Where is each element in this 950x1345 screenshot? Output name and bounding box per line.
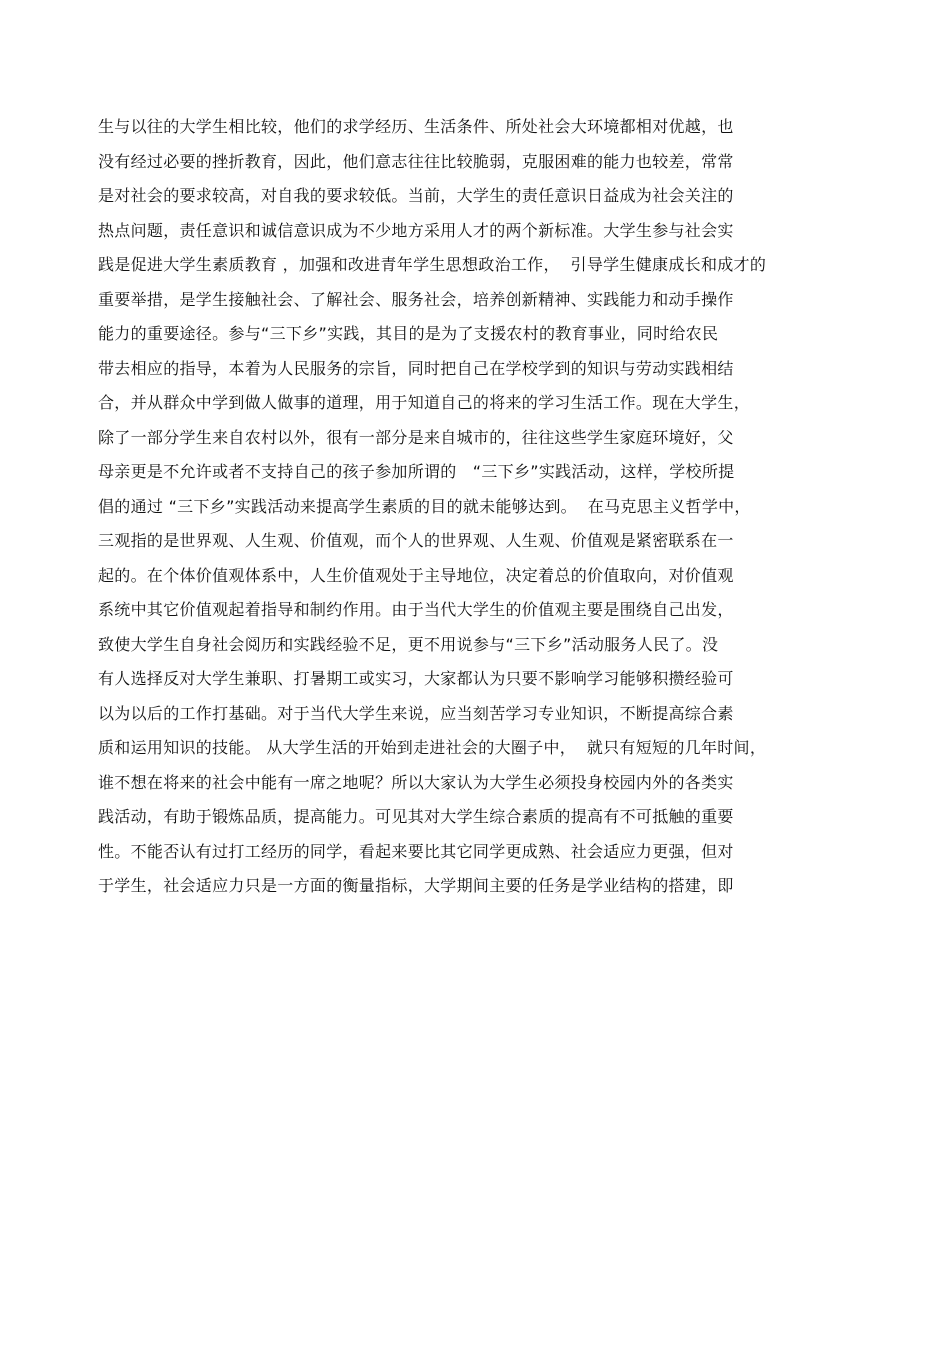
text-line: 践活动，有助于锻炼品质，提高能力。可见其对大学生综合素质的提高有不可抵触的重要 — [98, 807, 734, 826]
text-line: 带去相应的指导，本着为人民服务的宗旨，同时把自己在学校学到的知识与劳动实践相结 — [98, 358, 734, 378]
text-line: 系统中其它价值观起着指导和制约作用。由于当代大学生的价值观主要是围绕自己出发， — [98, 600, 734, 619]
text-line: 于学生，社会适应力只是一方面的衡量指标，大学期间主要的任务是学业结构的搭建，即 — [98, 876, 734, 895]
body-text — [98, 110, 843, 904]
text-line: 践是促进大学生素质教育 ，加强和改进青年学生思想政治工作， 引导学生健康成长和成才的 — [98, 255, 767, 274]
text-line: 能力的重要途径。参与“三下乡”实践，其目的是为了支援农村的教育事业，同时给农民 — [98, 324, 719, 343]
text-line: 生与以往的大学生相比较，他们的求学经历、生活条件、所处社会大环境都相对优越，也 — [98, 117, 734, 136]
text-line: 致使大学生自身社会阅历和实践经验不足，更不用说参与“三下乡”活动服务人民了。没 — [98, 634, 719, 654]
text-line: 没有经过必要的挫折教育，因此，他们意志往往比较脆弱，克服困难的能力也较差，常常 — [98, 151, 734, 171]
text-line: 性。不能否认有过打工经历的同学，看起来要比其它同学更成熟、社会适应力更强，但对 — [98, 841, 734, 861]
text-line: 质和运用知识的技能。 从大学生活的开始到走进社会的大圈子中， 就只有短短的几年时间， — [98, 738, 767, 757]
text-line: 谁不想在将来的社会中能有一席之地呢？所以大家认为大学生必须投身校园内外的各类实 — [98, 772, 734, 792]
text-line: 有人选择反对大学生兼职、打暑期工或实习，大家都认为只要不影响学习能够积攒经验可 — [98, 669, 734, 688]
text-line: 以为以后的工作打基础。对于当代大学生来说，应当刻苦学习专业知识，不断提高综合素 — [98, 703, 734, 723]
text-line: 合，并从群众中学到做人做事的道理，用于知道自己的将来的学习生活工作。现在大学生， — [98, 393, 751, 412]
text-line: 是对社会的要求较高，对自我的要求较低。当前，大学生的责任意识日益成为社会关注的 — [98, 186, 734, 205]
text-line: 倡的通过 “三下乡”实践活动来提高学生素质的目的就未能够达到。 在马克思主义哲学中， — [98, 496, 751, 516]
text-line: 重要举措，是学生接触社会、了解社会、服务社会，培养创新精神、实践能力和动手操作 — [98, 289, 734, 309]
text-line: 三观指的是世界观、人生观、价值观，而个人的世界观、人生观、价值观是紧密联系在一 — [98, 531, 734, 550]
text-line: 除了一部分学生来自农村以外，很有一部分是来自城市的，往往这些学生家庭环境好，父 — [98, 427, 734, 447]
text-line: 母亲更是不允许或者不支持自己的孩子参加所谓的 “三下乡”实践活动，这样，学校所提 — [98, 462, 735, 481]
text-line: 起的。在个体价值观体系中，人生价值观处于主导地位，决定着总的价值取向，对价值观 — [98, 565, 734, 585]
text-line: 热点问题，责任意识和诚信意识成为不少地方采用人才的两个新标准。大学生参与社会实 — [98, 220, 734, 240]
